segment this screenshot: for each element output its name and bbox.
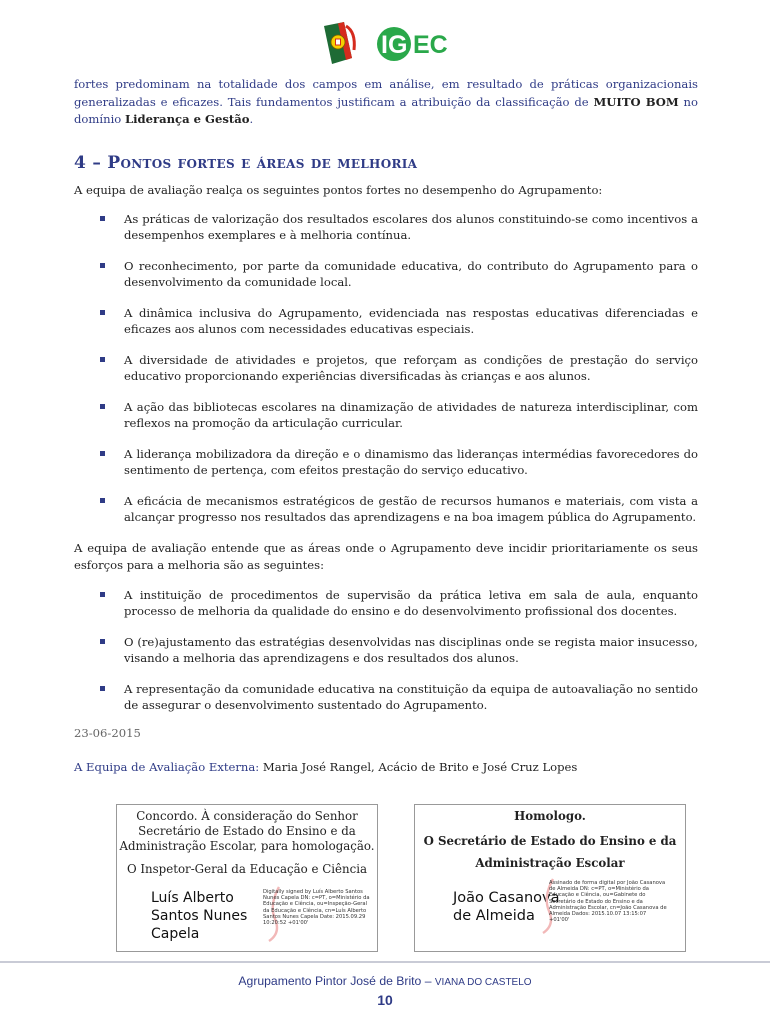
- secretary-role: O Secretário de Estado do Ensino e da Administração Escolar: [423, 834, 677, 870]
- list-item: [96, 399, 698, 432]
- intro-text-2: no domínio: [74, 94, 698, 126]
- signer-name-line: Luís Alberto: [151, 890, 234, 906]
- footer-divider: [0, 961, 770, 963]
- list-item-text: A diversidade de atividades e projetos, que reforçam as condições de prestação do serviço educativo proporcionando experiências diversificadas às crianças e aos alunos.: [124, 352, 698, 383]
- bullet-icon: [100, 686, 105, 691]
- list-item: [96, 446, 698, 479]
- bullet-icon: [100, 592, 105, 597]
- secretary-digital-signature-details: Assinado de forma digital por João Casanova de Almeida DN: c=PT, o=Ministério da Educação e Ciência, ou=Gabinete do Secretário de Estado do Ensino e da Administração Escolar, cn=João Casanova de Almeida Dados: 2015.10.07 13:15:07 +01'00': [549, 880, 667, 924]
- signer-name-line: João Casanova: [453, 890, 560, 906]
- page-footer: [0, 974, 770, 1008]
- header-logos: [318, 20, 458, 68]
- inspector-digital-signature-details: Digitally signed by Luís Alberto Santos Nunes Capela DN: c=PT, o=Ministério da Educação e Ciência, ou=Inspeção-Geral da Educação e Ciência, cn=Luís Alberto Santos Nunes Capela Date: 2015.09.29 10:20:52 +01'00': [263, 889, 370, 927]
- list-item: [96, 634, 698, 667]
- footer-school: [0, 974, 770, 988]
- footer-school-name: Agrupamento Pintor José de Brito –: [238, 974, 432, 988]
- secretary-statement: Homologo.: [514, 809, 586, 823]
- intro-paragraph: [74, 76, 698, 129]
- signer-name-line: Santos Nunes: [151, 908, 248, 924]
- list-item-text: O reconhecimento, por parte da comunidade educativa, do contributo do Agrupamento para o desenvolvimento da comunidade local.: [124, 258, 698, 289]
- evaluation-team: [74, 760, 698, 774]
- list-item: [96, 587, 698, 620]
- strengths-lead: A equipa de avaliação realça os seguintes pontos fortes no desempenho do Agrupamento:: [74, 182, 603, 197]
- list-item-text: A eficácia de mecanismos estratégicos de gestão de recursos humanos e materiais, com vista a alcançar progresso nos resultados das aprendizagens e na boa imagem pública do Agrupamento.: [124, 493, 698, 524]
- signer-name-line: de Almeida: [453, 908, 535, 924]
- section-title: 4 – Pontos fortes e áreas de melhoria: [74, 152, 418, 173]
- secretary-signature-box: [414, 804, 686, 952]
- list-item-text: O (re)ajustamento das estratégias desenvolvidas nas disciplinas onde se regista maior insucesso, visando a melhoria das aprendizagens e dos resultados dos alunos.: [124, 634, 698, 665]
- strengths-list: [74, 211, 698, 526]
- igec-logo: [376, 26, 456, 62]
- list-item-text: As práticas de valorização dos resultados escolares dos alunos constituindo-se como incentivos a desempenhos exemplares e à melhoria contínua.: [124, 211, 698, 242]
- list-item: [96, 681, 698, 714]
- classification-rating: MUITO BOM: [593, 94, 679, 109]
- bullet-icon: [100, 404, 105, 409]
- list-item-text: A representação da comunidade educativa na constituição da equipa de autoavaliação no sentido de assegurar o desenvolvimento sustentado do Agrupamento.: [124, 681, 698, 712]
- improvements-lead: A equipa de avaliação entende que as áreas onde o Agrupamento deve incidir prioritariamente os seus esforços para a melhoria são as seguintes:: [74, 540, 698, 572]
- bullet-icon: [100, 357, 105, 362]
- list-item: [96, 493, 698, 526]
- page-content: [74, 76, 698, 774]
- svg-text:EC: EC: [413, 31, 448, 59]
- inspector-role: O Inspetor-Geral da Educação e Ciência: [126, 862, 368, 876]
- list-item-text: A liderança mobilizadora da direção e o dinamismo das lideranças intermédias favorecedores do sentimento de pertença, com efeitos prestação do serviço educativo.: [124, 446, 698, 477]
- bullet-icon: [100, 639, 105, 644]
- report-date: 23-06-2015: [74, 725, 141, 740]
- intro-text: fortes predominam na totalidade dos campos em análise, em resultado de práticas organizacionais generalizadas e eficazes. Tais fundamentos justificam a atribuição da classificação de: [74, 77, 698, 109]
- list-item: [96, 352, 698, 385]
- list-item: [96, 258, 698, 291]
- intro-end: .: [249, 112, 254, 126]
- improvements-list: [74, 587, 698, 714]
- footer-city: VIANA DO CASTELO: [434, 977, 532, 988]
- list-item: [96, 211, 698, 244]
- signer-name-line: Capela: [151, 926, 200, 942]
- team-members: Maria José Rangel, Acácio de Brito e José Cruz Lopes: [262, 759, 578, 774]
- list-item: [96, 305, 698, 338]
- page-number: 10: [377, 992, 393, 1008]
- bullet-icon: [100, 451, 105, 456]
- team-label: A Equipa de Avaliação Externa:: [74, 759, 260, 774]
- list-item-text: A instituição de procedimentos de supervisão da prática letiva em sala de aula, enquanto processo de melhoria da qualidade do ensino e do desenvolvimento profissional dos docentes.: [124, 587, 698, 618]
- inspector-statement: Concordo. À consideração do Senhor Secretário de Estado do Ensino e da Administração Escolar, para homologação.: [119, 809, 375, 853]
- bullet-icon: [100, 310, 105, 315]
- svg-text:IG: IG: [381, 31, 408, 59]
- inspector-signer-name: [151, 889, 247, 943]
- bullet-icon: [100, 263, 105, 268]
- inspector-signature-box: [116, 804, 378, 952]
- list-item-text: A ação das bibliotecas escolares na dinamização de atividades de natureza interdisciplinar, com reflexos na promoção da articulação curricular.: [124, 399, 698, 430]
- bullet-icon: [100, 216, 105, 221]
- portuguese-republic-flag-icon: [318, 20, 360, 66]
- domain-name: Liderança e Gestão: [124, 112, 250, 126]
- list-item-text: A dinâmica inclusiva do Agrupamento, evidenciada nas respostas educativas diferenciadas e eficazes aos alunos com necessidades educativas especiais.: [124, 305, 698, 336]
- bullet-icon: [100, 498, 105, 503]
